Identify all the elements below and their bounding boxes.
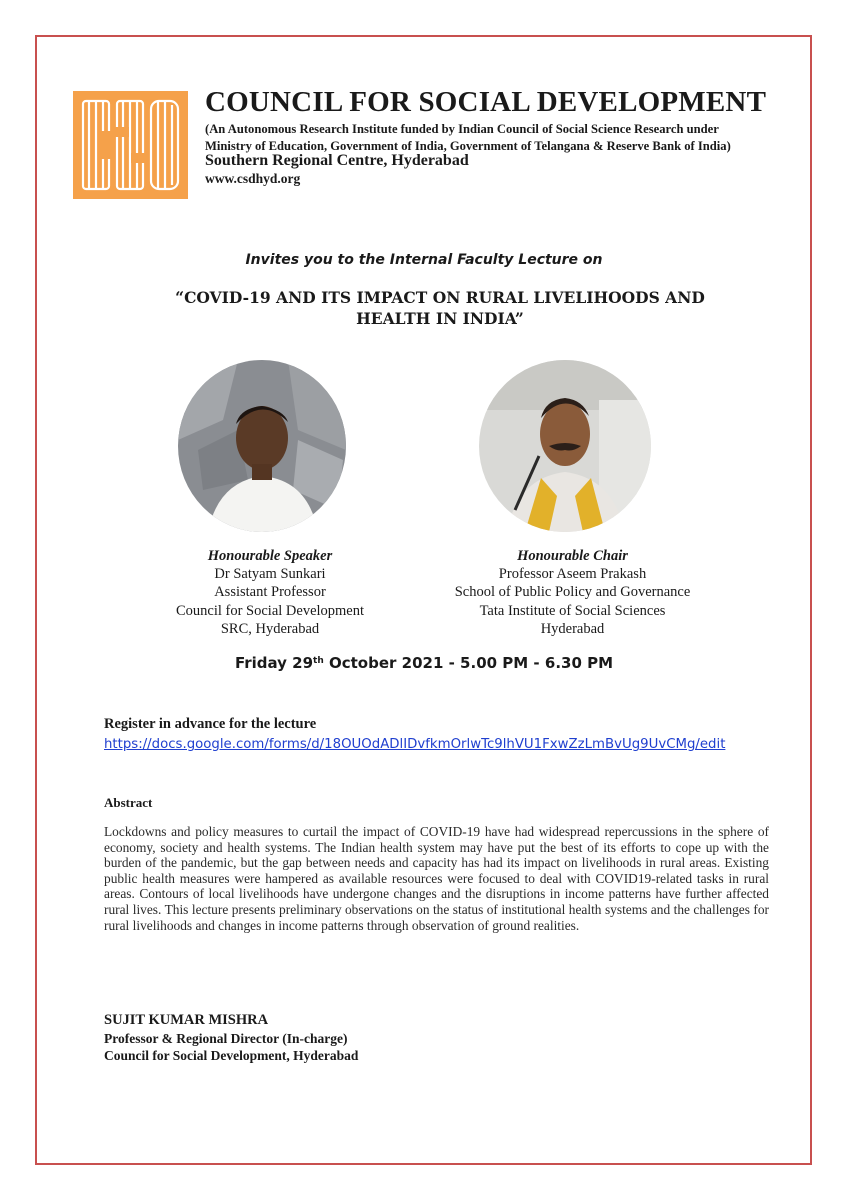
abstract-text: Lockdowns and policy measures to curtail the impact of COVID-19 have had widespread repercussions in the sphere of economy, society and health systems. The Indian health system may have put the best of its efforts to cope up with the burden of the pandemic, but the gap between needs and capacity has had its impact on livelihoods in rural areas. Existing public health measures were hampered as available resources were focused to deal with COVID19-related tasks in rural areas. Contours of local livelihoods have undergone changes and the disruptions in income patterns have further affected rural lives. This lecture presents preliminary observations on the status of institutional health systems and the challenges for rural livelihoods and changes in income patterns through observation of ground realities. — [104, 824, 769, 933]
chair-location: Hyderabad — [540, 620, 605, 637]
event-day-suffix: th — [313, 656, 324, 666]
invite-line: Invites you to the Internal Faculty Lecture on — [245, 252, 603, 268]
speaker-role: Honourable Speaker — [207, 548, 333, 564]
org-name: COUNCIL FOR SOCIAL DEVELOPMENT — [205, 86, 767, 118]
signatory-block — [104, 1012, 358, 1065]
chair-name: Professor Aseem Prakash — [498, 566, 647, 583]
chair-affiliation: Tata Institute of Social Sciences — [479, 602, 666, 619]
chair-role: Honourable Chair — [517, 548, 628, 564]
signatory-org: Council for Social Development, Hyderabad — [104, 1048, 359, 1063]
speaker-affiliation: Council for Social Development — [175, 602, 365, 619]
abstract-heading: Abstract — [104, 795, 153, 810]
registration-link[interactable]: https://docs.google.com/forms/d/18OUOdADlIDvfkmOrlwTc9lhVU1FxwZzLmBvUg9UvCMg/edit — [104, 737, 726, 752]
chair-details — [425, 547, 720, 638]
speaker-name: Dr Satyam Sunkari — [214, 566, 326, 583]
speaker-designation: Assistant Professor — [214, 584, 326, 601]
chair-photo — [479, 360, 651, 532]
speaker-location: SRC, Hyderabad — [220, 620, 320, 637]
org-funding-note: (An Autonomous Research Institute funded by Indian Council of Social Science Research under Ministry of Education, Government of India, Government of Telangana & Reserve Bank of India) — [205, 122, 731, 153]
csd-logo — [73, 91, 188, 199]
register-label: Register in advance for the lecture — [104, 716, 317, 732]
event-day: Friday 29 — [234, 654, 314, 672]
event-month-year: October 2021 — [323, 654, 444, 672]
regional-centre: Southern Regional Centre, Hyderabad — [205, 152, 469, 169]
org-website[interactable]: www.csdhyd.org — [205, 171, 301, 186]
chair-designation: School of Public Policy and Governance — [454, 584, 691, 601]
signatory-name: SUJIT KUMAR MISHRA — [104, 1012, 269, 1028]
event-time: - 5.00 PM - 6.30 PM — [443, 654, 614, 672]
lecture-title: “COVID-19 AND ITS IMPACT ON RURAL LIVELIHOODS AND HEALTH IN INDIA” — [175, 288, 705, 328]
speaker-photo — [178, 360, 346, 532]
signatory-title: Professor & Regional Director (In-charge) — [104, 1030, 348, 1046]
speaker-details — [150, 547, 390, 638]
event-datetime — [0, 654, 848, 672]
